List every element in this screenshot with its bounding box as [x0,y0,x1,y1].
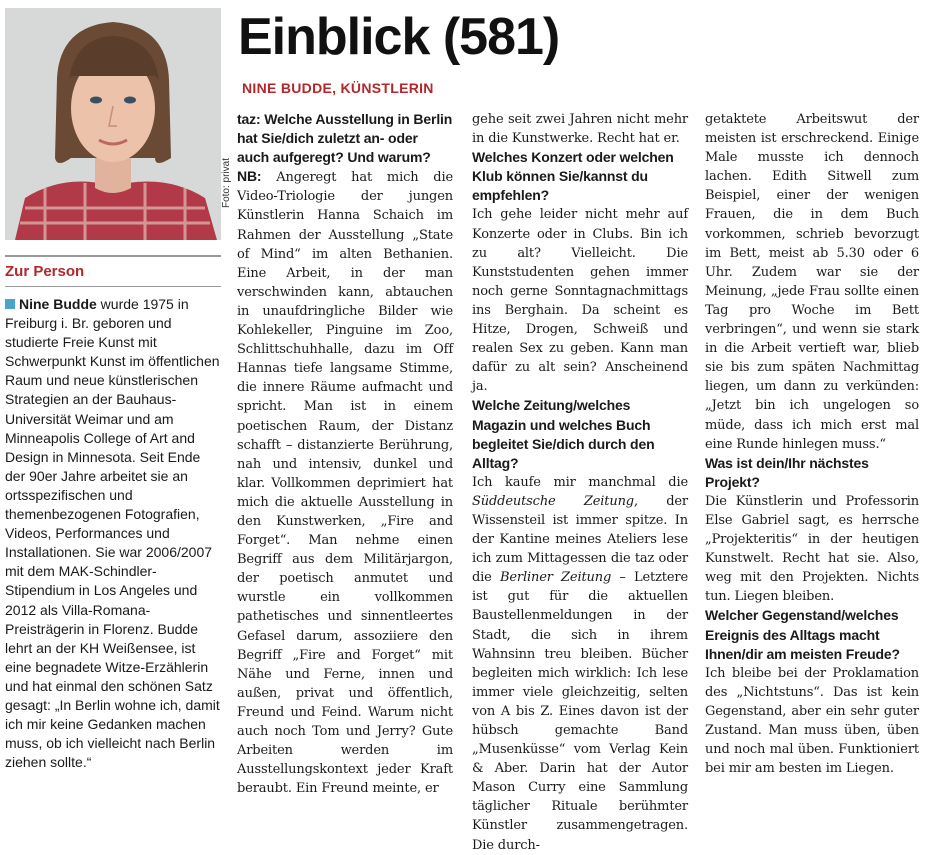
answer-1 [237,167,453,798]
portrait-photo [5,8,232,240]
square-bullet-icon [5,299,15,309]
answer-3-continued: getaktete Arbeitswut der meisten ist erschreckend. Einige Male musste ich dennoch lachen. Edith Sitwell zum Beispiel, einer der wenigen Frauen, die in dem Buch vorkommen, schrieb bevorzugt im Bett, meist ab 5.30 oder 6 Uhr. Zudem war sie der Meinung, „jede Frau sollte einen Tag pro Woche im Bett verbringen“, und wenn sie stark in die Arbeit vertieft war, blieb sie bis zum späten Nachmittag liegen, um dann zu verkünden: „Jetzt bin ich ungelogen so müde, dass ich mich erst mal eine Runde hinlegen muss.“ [705,112,919,452]
divider [5,286,221,287]
question-4: Was ist dein/Ihr nächstes Projekt? [705,454,869,490]
column-3 [705,110,919,778]
answer-label: NB: [237,168,262,185]
column-1 [237,110,453,798]
portrait-illustration [5,8,221,240]
divider [5,255,221,257]
question-3: Welche Zeitung/welches Magazin und welches Buch begleitet Sie/dich durch den Alltag? [472,397,655,471]
answer-1-text: Angeregt hat mich die Video-Triologie der jungen Künstlerin Hanna Schaich im Rahmen der Ausstellung „State of Mind“ im alten Bethanien. Eine Arbeit, in der man verschwinden kann, abtauchen in unaufdringliche Bilder wie Kohlekeller, Pinguine im Zoo, Schlittschuhhalle, dazu im Off Hannas tiefe langsame Stimme, die innere Räume aufmacht und spricht. Man ist in einem poetischen Raum, der Distanz schafft – distanzierte Berührung, nah und intensiv, dunkel und klar. Vollkommen deprimiert hat mich die aktuelle Ausstellung in den Kunstwerken, „Fire and Forget“. Man nehme einen Begriff aus dem Militärjargon, der poetisch anmutet und wurstle ein vollkommen pathetisches und sinnentleertes Gefasel darum, assoziiere den Begriff „Fire and Forget“ mit Nähe und Ferne, innen und außen, privat und öffentlich, Freund und Feind. Warum nicht auch noch Tom und Jerry? Gute Arbeiten werden im Ausstellungskontext jeder Kraft beraubt. Ein Freund meinte, er [237,170,453,797]
bio-text: wurde 1975 in Freiburg i. Br. geboren und studierte Freie Kunst mit Schwerpunkt Kunst im öffentlichen Raum und neue künstlerischen Strategien an der Bauhaus-Universität Weimar und am Minneapolis College of Art and Design in Minnesota. Seit Ende der 90er Jahre arbeitet sie an ortsspezifischen und themenbezogenen Fotografien, Videos, Performances und Installationen. Sie war 2006/2007 mit dem MAK-Schindler-Stipendium in Los Angeles und 2012 als Villa-Romana-Preisträgerin in Florenz. Budde lehrt an der KH Weißensee, ist eine begnadete Witze-Erzählerin und hat einmal den schönen Satz gesagt: „In Berlin wohne ich, damit ich mir keine Gedanken machen muss, ob ich vielleicht nach Berlin ziehen sollte.“ [5,296,220,771]
question-1: taz: Welche Ausstellung in Berlin hat Sie/dich zuletzt an- oder auch aufgeregt? Und warum? [237,111,453,166]
newspaper-title: Berliner Zeitung [499,570,612,586]
column-2 [472,110,688,855]
question-5: Welcher Gegenstand/welches Ereignis des Alltags macht Ihnen/dir am meisten Freude? [705,607,900,662]
sidebar-heading: Zur Person [5,263,85,280]
answer-5: Ich bleibe bei der Proklamation des „Nichtstuns“. Das ist kein Gegenstand, aber ein sehr guter Zustand. Man muss üben, üben und noch mal üben. Funktioniert bei mir am besten im Liegen. [705,665,919,777]
bio-paragraph [5,295,221,772]
answer-2: Ich gehe leider nicht mehr auf Konzerte oder in Clubs. Bin ich zu alt? Vielleicht. Die Kunststudenten gehen immer noch gerne Sonntagnachmittags ins Berghain. Da scheint es Hitze, Drogen, Schweiß und realen Sex zu geben. Kann man dafür zu alt sein? Anscheinend ja. [472,207,688,395]
bio-name: Nine Budde [19,296,97,312]
subtitle: NINE BUDDE, KÜNSTLERIN [242,80,434,96]
newspaper-title: Süddeutsche Zeitung [472,493,634,509]
sidebar-zur-person [5,255,221,772]
page-title: Einblick (581) [238,8,560,66]
photo-credit: Foto: privat [221,158,232,209]
answer-3 [472,473,688,855]
answer-3-part1: Ich kaufe mir manchmal die [472,474,688,490]
answer-1-continued: gehe seit zwei Jahren nicht mehr in die Kunstwerke. Recht hat er. [472,112,688,147]
answer-4: Die Künstlerin und Professorin Else Gabriel sagt, es herrsche „Projekteritis“ in der heutigen Kunstwelt. Recht hat sie. Also, weg mit den Projekten. Nichts tun. Liegen bleiben. [705,493,919,605]
answer-3-part2: , der Wissensteil ist immer spitze. In der Kantine meines Ateliers lese ich zum Mittagessen die taz oder die [472,493,688,586]
answer-3-part3: – Letztere ist gut für die aktuellen Baustellenmeldungen in der Stadt, die sich in ihrem Wahnsinn treu bleiben. Bücher begleiten mich wirklich: Ich lese immer viele gleichzeitig, selten von A bis Z. Eines davon ist der hübsch gemachte Band „Musenküsse“ vom Verlag Kein & Aber. Darin hat der Autor Mason Curry eine Sammlung täglicher Rituale berühmter Künstler zusammengetragen. Die durch- [472,570,688,853]
question-2: Welches Konzert oder welchen Klub können Sie/kannst du empfehlen? [472,149,674,204]
